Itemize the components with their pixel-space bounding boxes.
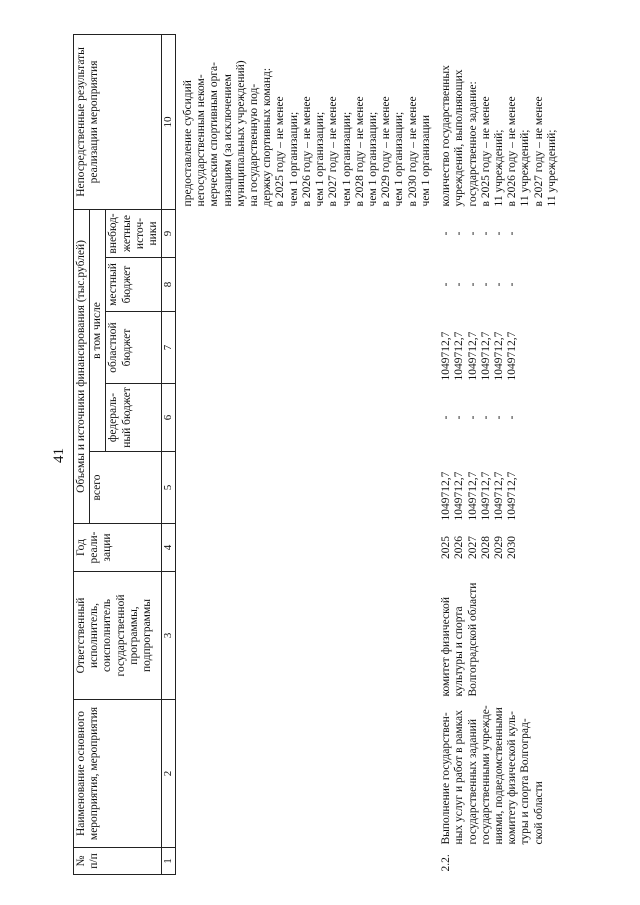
year-value: 2026 xyxy=(453,536,466,559)
regional-value: 1049712,7 xyxy=(466,331,479,381)
column-number: 6 xyxy=(162,384,176,452)
name-line: туры и спорта Волгоград- xyxy=(519,718,532,845)
total-value: 1049712,7 xyxy=(466,471,479,521)
total-value: 1049712,7 xyxy=(479,471,492,521)
header-col-2: Наименование основного мероприятия, мероприятия xyxy=(74,700,162,848)
total-value: 1049712,7 xyxy=(506,471,519,521)
executor-line: комитет физической xyxy=(440,597,453,697)
regional-value: 1049712,7 xyxy=(440,331,453,381)
extrabudget-value: - xyxy=(440,231,453,236)
regional-value: 1049712,7 xyxy=(453,331,466,381)
result-line: учреждений, выполняющих xyxy=(453,69,466,207)
local-value: - xyxy=(440,282,453,287)
local-value: - xyxy=(506,282,519,287)
result-line: в 2027 году – не менее xyxy=(327,96,340,207)
result-line: в 2026 году – не менее xyxy=(506,96,519,207)
column-number: 2 xyxy=(162,700,176,848)
column-number: 3 xyxy=(162,572,176,700)
total-value: 1049712,7 xyxy=(440,471,453,521)
federal-cell xyxy=(434,384,560,452)
year-value: 2029 xyxy=(492,536,505,559)
result-line: мерческим спортивным орга- xyxy=(208,62,221,207)
years-cell xyxy=(434,524,560,572)
extrabudget-value: - xyxy=(466,231,479,236)
year-value: 2030 xyxy=(506,536,519,559)
name-line: государственными учрежде- xyxy=(479,705,492,845)
federal-value: - xyxy=(479,415,492,420)
result-line: муниципальных учреждений) xyxy=(234,60,247,207)
result-line: на государственную под- xyxy=(248,83,261,207)
total-value: 1049712,7 xyxy=(492,471,505,521)
local-value: - xyxy=(453,282,466,287)
local-cell xyxy=(434,258,560,312)
column-number: 8 xyxy=(162,258,176,312)
result-line: держку спортивных команд: xyxy=(261,67,274,207)
year-value: 2025 xyxy=(440,536,453,559)
column-number: 10 xyxy=(162,34,176,209)
executor-cell xyxy=(434,572,560,700)
extrabudget-value: - xyxy=(479,231,492,236)
local-value: - xyxy=(466,282,479,287)
result-line: чем 1 организации; xyxy=(340,111,353,207)
result-line: чем 1 организации; xyxy=(287,111,300,207)
header-col-4: Год реали- зации xyxy=(74,524,162,572)
extrabudget-value: - xyxy=(492,231,505,236)
result-line: количество государственных xyxy=(440,65,453,207)
federal-value: - xyxy=(453,415,466,420)
extrabudget-value: - xyxy=(506,231,519,236)
extrabudget-cell xyxy=(434,209,560,257)
name-line: государственных заданий xyxy=(466,719,479,845)
header-financing-group: Объемы и источники финансирования (тыс.рублей) xyxy=(74,209,90,523)
result-line: 11 учреждений; xyxy=(492,129,505,207)
result-line: в 2028 году – не менее xyxy=(353,96,366,207)
regional-value: 1049712,7 xyxy=(492,331,505,381)
regional-value: 1049712,7 xyxy=(506,331,519,381)
continuation-result-cell xyxy=(175,34,434,209)
header-col-5: всего xyxy=(90,452,162,524)
measure-name-cell xyxy=(434,700,560,848)
program-table xyxy=(73,34,560,875)
header-col-1: № п/п xyxy=(74,848,162,875)
name-line: Выполнение государствен- xyxy=(440,712,453,845)
regional-cell xyxy=(434,312,560,384)
result-line: чем 1 организации; xyxy=(393,111,406,207)
federal-value: - xyxy=(492,415,505,420)
result-line: 11 учреждений; xyxy=(545,129,558,207)
federal-value: - xyxy=(466,415,479,420)
federal-value: - xyxy=(440,415,453,420)
result-line: низациям (за исключением xyxy=(221,74,234,207)
header-in-total: в том числе xyxy=(90,209,106,451)
column-number: 5 xyxy=(162,452,176,524)
header-col-6: федераль- ный бюджет xyxy=(106,384,162,452)
table-row-2-2 xyxy=(434,34,560,874)
row-number: 2.2. xyxy=(440,854,453,872)
result-line: чем 1 организации; xyxy=(314,111,327,207)
header-col-3: Ответственный исполнитель, соисполнитель государственной программы, подпрограммы xyxy=(74,572,162,700)
result-line: чем 1 организации; xyxy=(367,111,380,207)
name-line: ской области xyxy=(532,781,545,845)
result-line: в 2029 году – не менее xyxy=(380,96,393,207)
header-col-7: областной бюджет xyxy=(106,312,162,384)
result-line: в 2025 году – не менее xyxy=(274,96,287,207)
column-number: 9 xyxy=(162,209,176,257)
year-value: 2028 xyxy=(479,536,492,559)
regional-value: 1049712,7 xyxy=(479,331,492,381)
result-line: в 2027 году – не менее xyxy=(532,96,545,207)
executor-line: культуры и спорта xyxy=(453,606,466,697)
name-line: ных услуг и работ в рамках xyxy=(453,710,466,845)
result-cell xyxy=(434,34,560,209)
local-value: - xyxy=(492,282,505,287)
local-value: - xyxy=(479,282,492,287)
column-number: 7 xyxy=(162,312,176,384)
result-line: 11 учреждений; xyxy=(519,129,532,207)
total-value: 1049712,7 xyxy=(453,471,466,521)
column-number: 1 xyxy=(162,848,176,875)
extrabudget-value: - xyxy=(453,231,466,236)
result-line: в 2025 году – не менее xyxy=(479,96,492,207)
federal-value: - xyxy=(506,415,519,420)
result-line: в 2026 году – не менее xyxy=(300,96,313,207)
column-number: 4 xyxy=(162,524,176,572)
name-line: комитету физической куль- xyxy=(506,711,519,845)
executor-line: Волгоградской области xyxy=(466,582,479,697)
result-line: чем 1 организации xyxy=(419,115,432,207)
result-line: негосударственным неком- xyxy=(195,74,208,207)
year-value: 2027 xyxy=(466,536,479,559)
result-line: государственное задание: xyxy=(466,81,479,207)
header-col-10: Непосредственные результаты реализации мероприятия xyxy=(74,34,162,209)
result-line: в 2030 году – не менее xyxy=(406,96,419,207)
total-cell xyxy=(434,452,560,524)
name-line: ниями, подведомственными xyxy=(492,707,505,845)
header-col-9: внебюд- жетные источ- ники xyxy=(106,209,162,257)
result-line: предоставление субсидий xyxy=(181,80,194,207)
page-number: 41 xyxy=(51,448,67,463)
header-col-8: местный бюджет xyxy=(106,258,162,312)
